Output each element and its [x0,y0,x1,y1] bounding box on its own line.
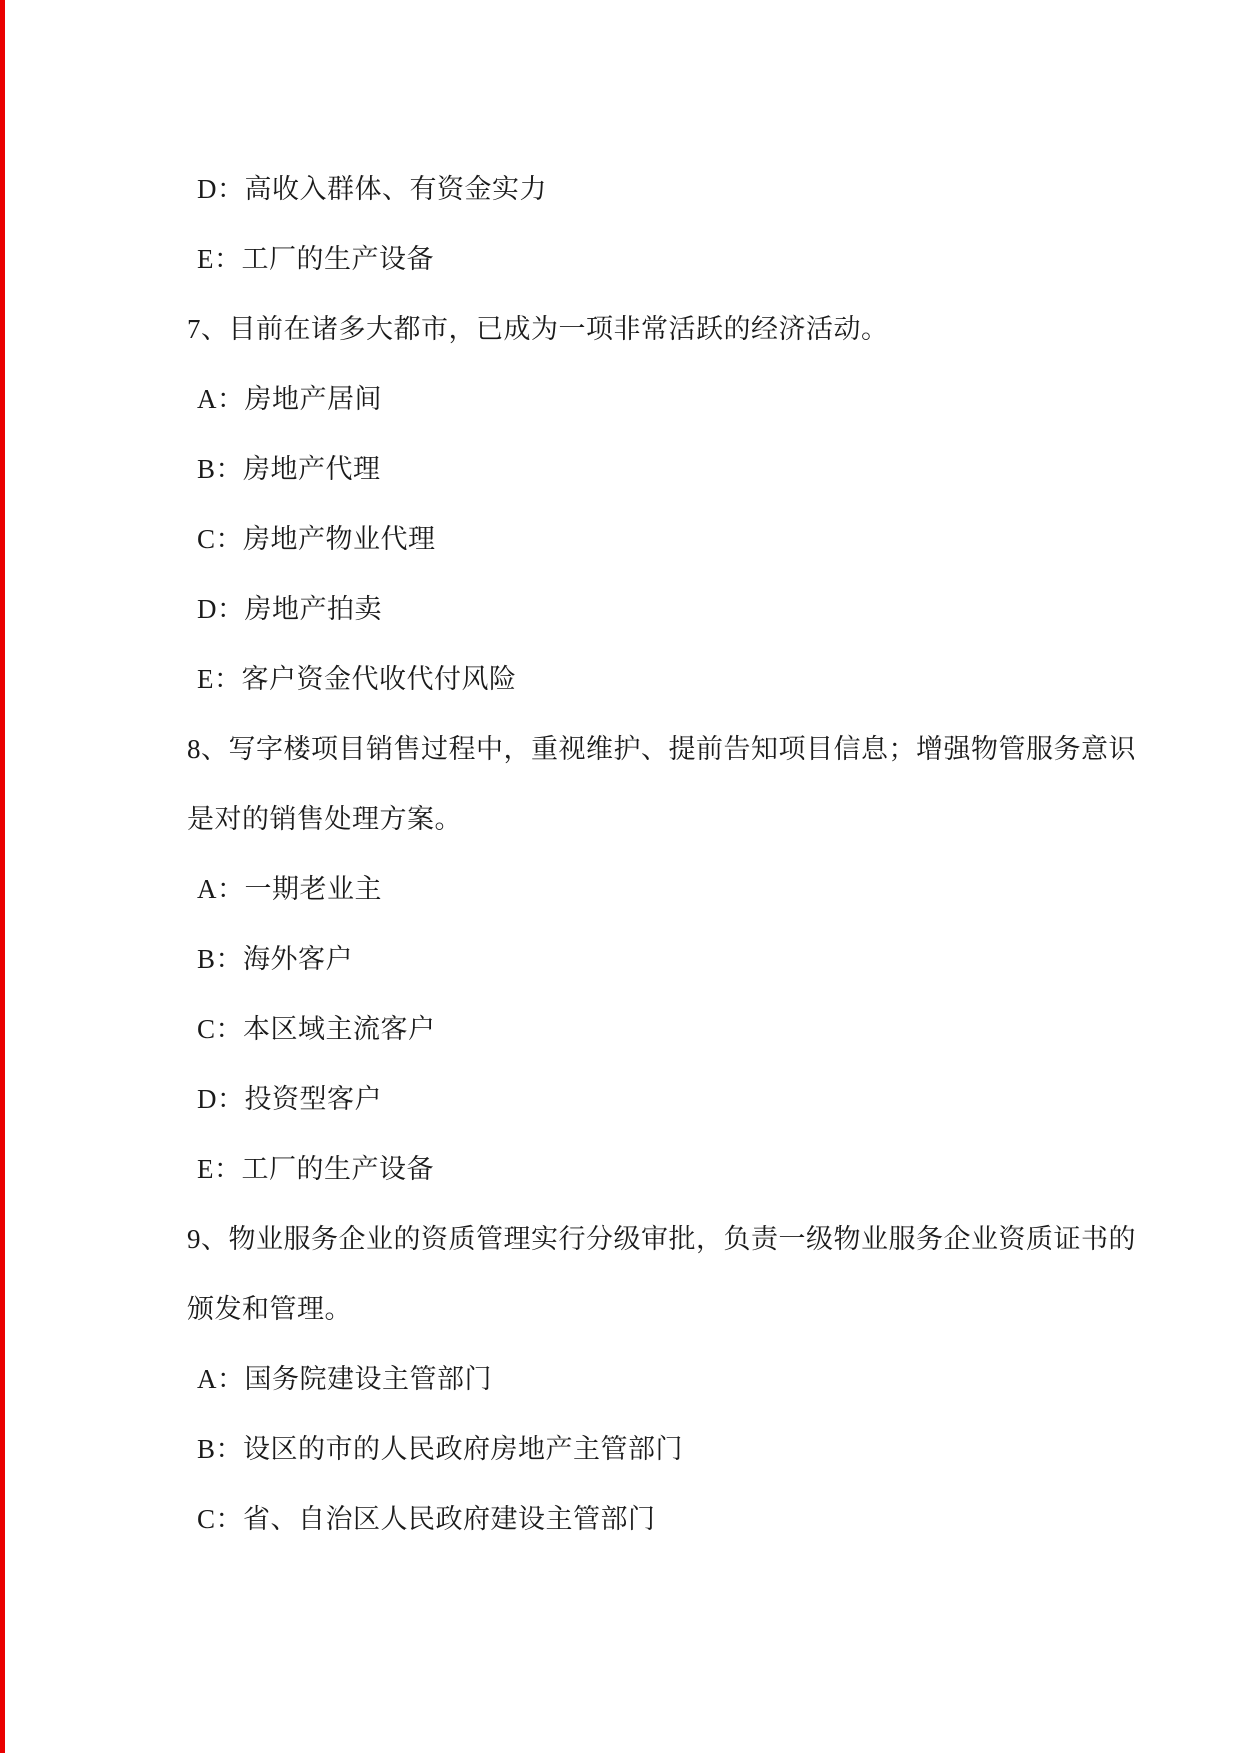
question-line [0,1201,1240,1271]
option-line [0,151,1240,221]
question-continuation-line [0,781,1240,851]
question-stem-text: 是对的销售处理方案。 [187,803,462,834]
option-text: 省、自治区人民政府建设主管部门 [243,1503,656,1534]
question-number: 9、 [187,1223,229,1254]
option-label: A： [197,383,245,414]
option-label: E： [197,243,242,274]
option-line [0,1131,1240,1201]
option-label: C： [197,523,244,554]
option-label: E： [197,1153,242,1184]
option-label: B： [197,943,244,974]
option-text: 房地产居间 [244,383,382,414]
option-line [0,921,1240,991]
option-text: 房地产物业代理 [243,523,436,554]
option-text: 设区的市的人民政府房地产主管部门 [243,1433,684,1464]
question-stem-text: 写字楼项目销售过程中，重视维护、提前告知项目信息；增强物管服务意识 [228,733,1136,764]
option-text: 国务院建设主管部门 [244,1363,492,1394]
question-continuation-line [0,1271,1240,1341]
option-text: 客户资金代收代付风险 [241,663,517,694]
option-line [0,1411,1240,1481]
option-text: 投资型客户 [244,1083,382,1114]
option-text: 工厂的生产设备 [241,1153,434,1184]
question-number: 8、 [187,733,229,764]
option-line [0,991,1240,1061]
option-label: C： [197,1013,244,1044]
option-line [0,501,1240,571]
option-line [0,571,1240,641]
option-label: C： [197,1503,244,1534]
question-stem-text: 颁发和管理。 [187,1293,352,1324]
option-line [0,1061,1240,1131]
option-label: D： [197,593,245,624]
option-line [0,361,1240,431]
document-content [0,151,1240,1551]
option-label: E： [197,663,242,694]
option-label: A： [197,1363,245,1394]
option-line [0,851,1240,921]
option-text: 房地产拍卖 [244,593,382,624]
question-stem-text: 物业服务企业的资质管理实行分级审批，负责一级物业服务企业资质证书的 [228,1223,1136,1254]
option-label: B： [197,453,244,484]
option-text: 房地产代理 [243,453,381,484]
option-line [0,1341,1240,1411]
question-stem-text: 目前在诸多大都市，已成为一项非常活跃的经济活动。 [228,313,889,344]
option-line [0,431,1240,501]
option-label: B： [197,1433,244,1464]
option-label: D： [197,173,245,204]
question-line [0,711,1240,781]
question-line [0,291,1240,361]
option-label: D： [197,1083,245,1114]
option-text: 本区域主流客户 [243,1013,436,1044]
option-text: 工厂的生产设备 [241,243,434,274]
option-text: 高收入群体、有资金实力 [244,173,547,204]
option-line [0,641,1240,711]
option-line [0,1481,1240,1551]
option-label: A： [197,873,245,904]
option-text: 一期老业主 [244,873,382,904]
question-number: 7、 [187,313,229,344]
option-line [0,221,1240,291]
option-text: 海外客户 [243,943,354,974]
